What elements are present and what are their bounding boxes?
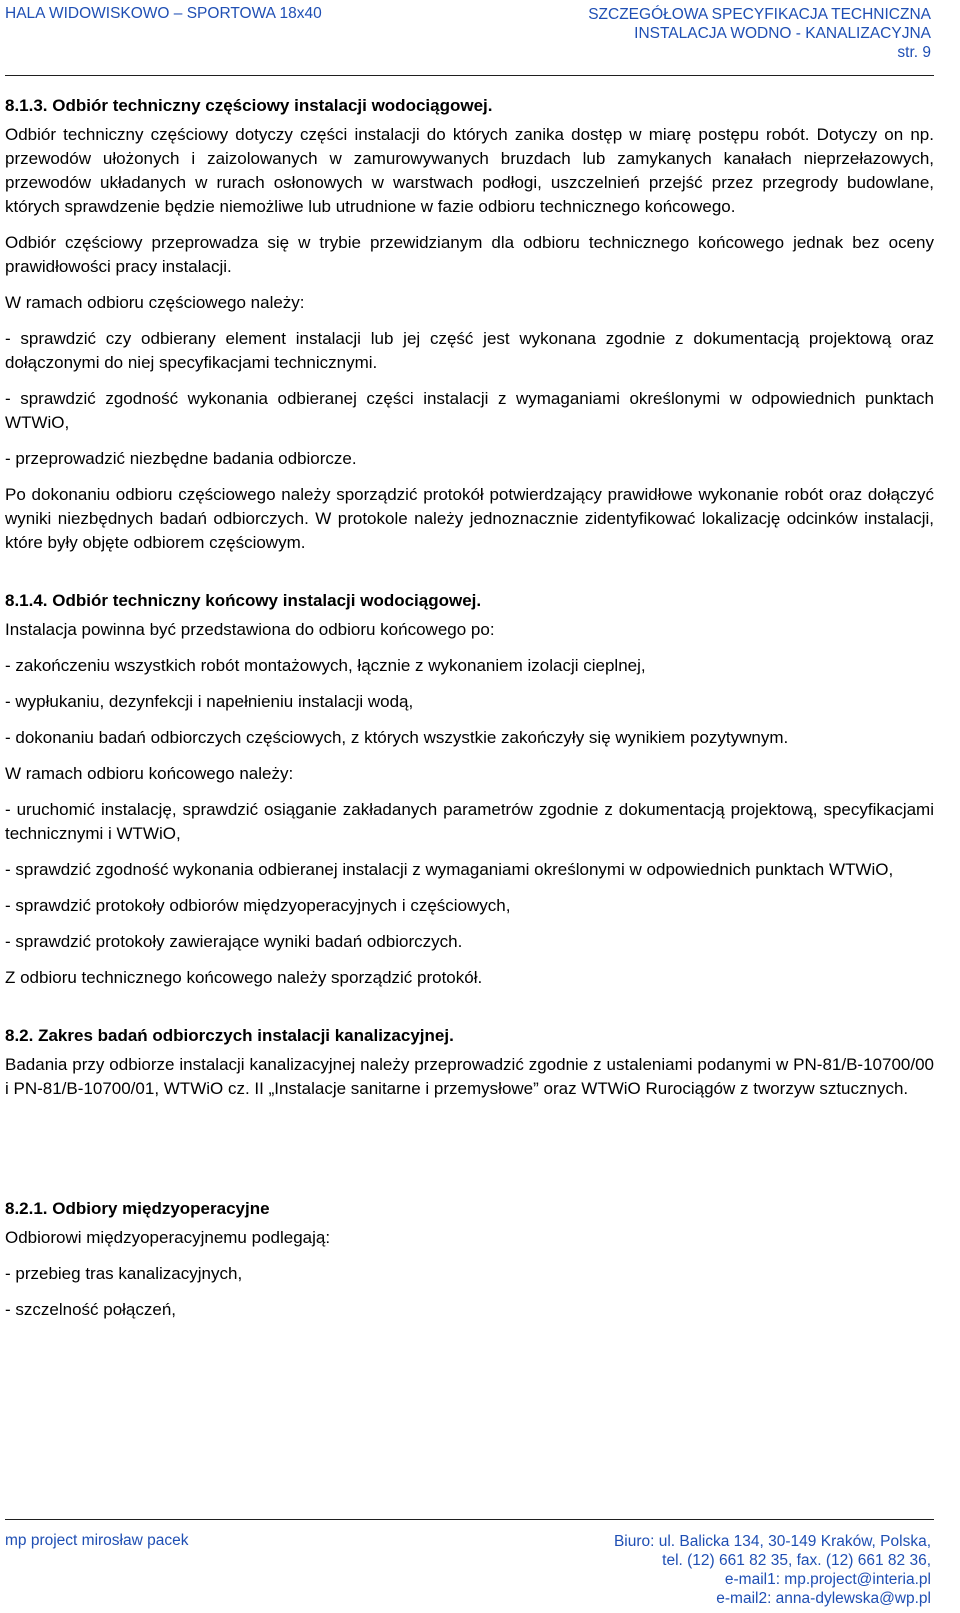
header-rule: [5, 75, 934, 76]
section-8-1-4-list-item: - sprawdzić protokoły odbiorów międzyoperacyjnych i częściowych,: [5, 896, 511, 915]
section-8-1-4-list-item: - zakończeniu wszystkich robót montażowych, łącznie z wykonaniem izolacji cieplnej,: [5, 656, 646, 675]
section-8-1-3-list-item: - sprawdzić zgodność wykonania odbieranej części instalacji z wymaganiami określonymi w odpowiednich punktach WTWiO,: [5, 389, 934, 432]
section-8-1-4-list-item: - uruchomić instalację, sprawdzić osiąganie zakładanych parametrów zgodnie z dokumentacją projektową, specyfikacjami technicznymi i WTWiO,: [5, 800, 934, 843]
footer-address: Biuro: ul. Balicka 134, 30-149 Kraków, Polska,: [613, 1533, 931, 1550]
section-8-2-paragraph: Badania przy odbiorze instalacji kanalizacyjnej należy przeprowadzić zgodnie z ustaleniami podanymi w PN-81/B-10700/00 i PN-81/B-10700/01, WTWiO cz. II „Instalacje sanitarne i przemysłowe” oraz WTWiO Rurociągów z tworzyw sztucznych.: [5, 1055, 934, 1098]
header-installation-title: INSTALACJA WODNO - KANALIZACYJNA: [634, 25, 931, 42]
spacer: [5, 1002, 934, 1024]
section-8-2-1-list-item: - szczelność połączeń,: [5, 1300, 177, 1319]
spacer: [5, 1113, 934, 1197]
footer-email-2: e-mail2: anna-dylewska@wp.pl: [716, 1590, 931, 1607]
document-body: [5, 94, 934, 1334]
section-8-1-4-paragraph: Z odbioru technicznego końcowego należy sporządzić protokół.: [5, 968, 483, 987]
section-8-2-1-list-item: - przebieg tras kanalizacyjnych,: [5, 1264, 243, 1283]
section-8-1-3-paragraph: W ramach odbioru częściowego należy:: [5, 293, 305, 312]
section-8-1-4-heading: 8.1.4. Odbiór techniczny końcowy instalacji wodociągowej.: [5, 591, 482, 610]
section-8-2-1-paragraph: Odbiorowi międzyoperacyjnemu podlegają:: [5, 1228, 331, 1247]
spacer: [5, 567, 934, 589]
header-document-title: HALA WIDOWISKOWO – SPORTOWA 18x40: [5, 5, 322, 22]
section-8-1-3-list-item: - przeprowadzić niezbędne badania odbiorcze.: [5, 449, 357, 468]
footer-contact-info: [614, 1532, 931, 1608]
section-8-2-1-heading: 8.2.1. Odbiory międzyoperacyjne: [5, 1199, 270, 1218]
section-8-1-4-paragraph: Instalacja powinna być przedstawiona do odbioru końcowego po:: [5, 620, 495, 639]
section-8-1-3-paragraph: Odbiór techniczny częściowy dotyczy części instalacji do których zanika dostęp w miarę postępu robót. Dotyczy on np. przewodów ułożonych i zaizolowanych w zamurowywanych bruzdach lub zamykanych kanałach nieprzełazowych, przewodów układanych w rurach osłonowych w warstwach podłogi, uszczelnień przejść przez przegrody budowlane, których sprawdzenie będzie niemożliwe lub utrudnione w fazie odbioru technicznego końcowego.: [5, 125, 934, 216]
section-8-1-3-list-item: - sprawdzić czy odbierany element instalacji lub jej część jest wykonana zgodnie z dokumentacją projektową oraz dołączonymi do niej specyfikacjami technicznymi.: [5, 329, 934, 372]
section-8-1-4-list-item: - dokonaniu badań odbiorczych częściowych, z których wszystkie zakończyły się wynikiem pozytywnym.: [5, 728, 789, 747]
section-8-1-3-heading: 8.1.3. Odbiór techniczny częściowy instalacji wodociągowej.: [5, 96, 493, 115]
footer-company-name: mp project mirosław pacek: [5, 1532, 189, 1549]
section-8-1-4-paragraph: W ramach odbioru końcowego należy:: [5, 764, 294, 783]
footer-rule: [5, 1519, 934, 1520]
section-8-1-3-paragraph: Po dokonaniu odbioru częściowego należy sporządzić protokół potwierdzający prawidłowe wykonanie robót oraz dołączyć wyniki niezbędnych badań odbiorczych. W protokole należy jednoznacznie zidentyfikować lokalizację odcinków instalacji, które były objęte odbiorem częściowym.: [5, 485, 934, 552]
footer-phone-fax: tel. (12) 661 82 35, fax. (12) 661 82 36,: [662, 1552, 931, 1569]
section-8-2-heading: 8.2. Zakres badań odbiorczych instalacji kanalizacyjnej.: [5, 1026, 454, 1045]
section-8-1-4-list-item: - sprawdzić zgodność wykonania odbieranej instalacji z wymaganiami określonymi w odpowiednich punktach WTWiO,: [5, 860, 894, 879]
header-page-number: str. 9: [897, 44, 931, 61]
section-8-1-3-paragraph: Odbiór częściowy przeprowadza się w trybie przewidzianym dla odbioru technicznego końcowego jednak bez oceny prawidłowości pracy instalacji.: [5, 233, 934, 276]
section-8-1-4-list-item: - sprawdzić protokoły zawierające wyniki badań odbiorczych.: [5, 932, 463, 951]
header-spec-info: [588, 5, 931, 62]
header-spec-title: SZCZEGÓŁOWA SPECYFIKACJA TECHNICZNA: [588, 6, 931, 23]
footer-email-1: e-mail1: mp.project@interia.pl: [724, 1571, 931, 1588]
section-8-1-4-list-item: - wypłukaniu, dezynfekcji i napełnieniu instalacji wodą,: [5, 692, 414, 711]
